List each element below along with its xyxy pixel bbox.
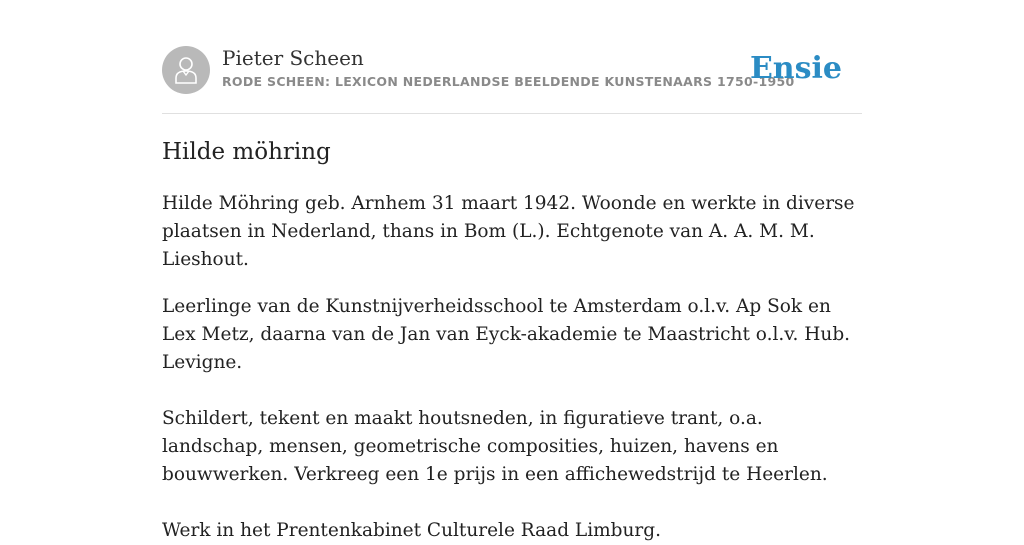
header-divider bbox=[162, 113, 862, 114]
source-name[interactable]: RODE SCHEEN: LEXICON NEDERLANDSE BEELDENDE KUNSTENAARS 1750-1950 bbox=[222, 74, 795, 89]
article-paragraph: Hilde Möhring geb. Arnhem 31 maart 1942. Woonde en werkte in diverse plaatsen in Nederland, thans in Bom (L.). Echtgenote van A. A. M. M. Lieshout. bbox=[162, 193, 855, 270]
author-name[interactable]: Pieter Scheen bbox=[222, 46, 364, 70]
article-paragraph: Leerlinge van de Kunstnijverheidsschool te Amsterdam o.l.v. Ap Sok en Lex Metz, daarna van de Jan van Eyck-akademie te Maastricht o.l.v. Hub. Levigne. bbox=[162, 296, 851, 373]
article-title: Hilde möhring bbox=[162, 139, 331, 165]
article-paragraph: Werk in het Prentenkabinet Culturele Raad Limburg. bbox=[162, 520, 661, 541]
article-paragraph: Schildert, tekent en maakt houtsneden, in figuratieve trant, o.a. landschap, mensen, geometrische composities, huizen, havens en bouwwerken. Verkreeg een 1e prijs in een affichewedstrijd te Heerlen. bbox=[162, 408, 828, 485]
user-silhouette-icon bbox=[174, 56, 198, 84]
avatar[interactable] bbox=[162, 46, 210, 94]
article-header bbox=[162, 46, 862, 96]
article-body bbox=[162, 190, 868, 545]
ensie-logo[interactable]: Ensie bbox=[749, 51, 842, 86]
